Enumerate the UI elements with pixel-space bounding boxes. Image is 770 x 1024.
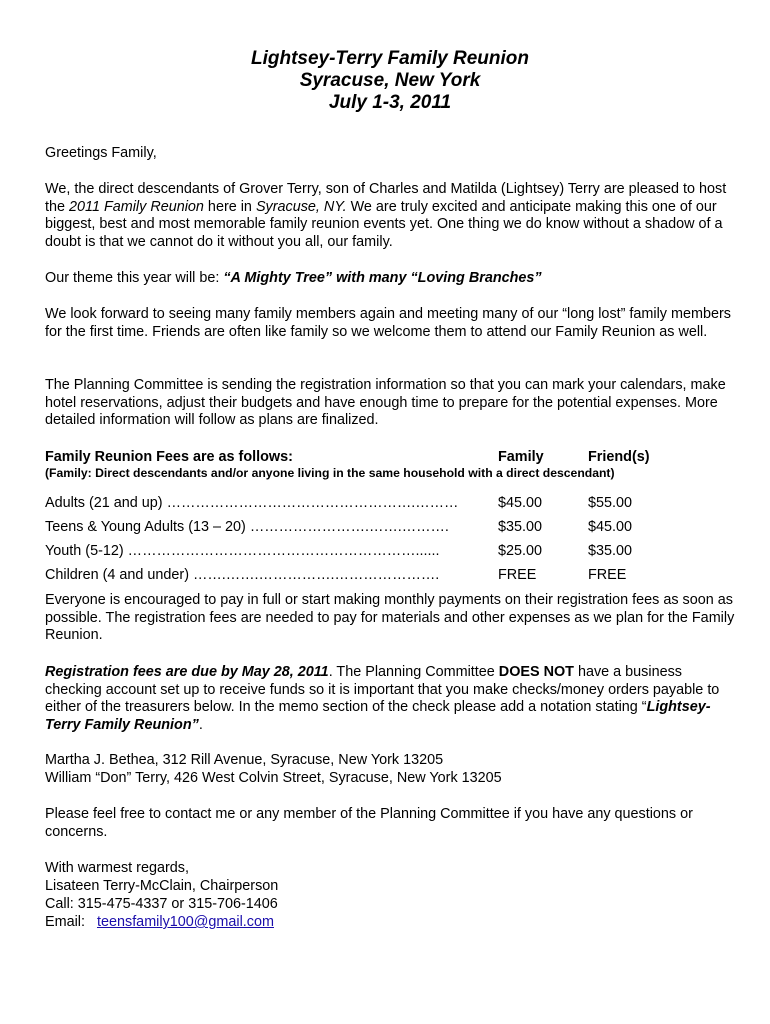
fee-friends: FREE: [588, 567, 627, 583]
signer-email-line: Email: teensfamily100@gmail.com: [45, 914, 274, 930]
fees-note: (Family: Direct descendants and/or anyone living in the same household with a direct descendant): [45, 466, 615, 480]
fee-family: $45.00: [498, 495, 543, 511]
intro-paragraph: We, the direct descendants of Grover Terry, son of Charles and Matilda (Lightsey) Terry are pleased to host the 2011 Family Reunion here in Syracuse, NY. We are truly excited and anticipate making this one of our biggest, best and most memorable family reunion events yet. One thing we do know without a shadow of a doubt is that we cannot do it without you all, our family.: [45, 181, 727, 250]
memo-text: Lightsey-Terry Family Reunion”: [45, 699, 711, 733]
closing: With warmest regards,: [45, 860, 189, 876]
fees-heading-row: [45, 449, 735, 467]
email-link[interactable]: teensfamily100@gmail.com: [96, 914, 274, 930]
treasurer-2: William “Don” Terry, 426 West Colvin Street, Syracuse, New York 13205: [45, 770, 502, 786]
letter-header: [45, 48, 735, 114]
planning-paragraph: The Planning Committee is sending the registration information so that you can mark your calendars, make hotel reservations, adjust their budgets and have enough time to prepare for the potential expenses. More detailed information will follow as plans are finalized.: [45, 377, 726, 429]
fees-heading: Family Reunion Fees are as follows:: [45, 449, 293, 465]
registration-paragraph: Registration fees are due by May 28, 2011. The Planning Committee DOES NOT have a business checking account set up to receive funds so it is important that you make checks/money orders payable to either of the treasurers below. In the memo section of the check please add a notation stating “Lightsey-Terry Family Reunion”.: [45, 664, 720, 733]
column-family: Family: [498, 449, 544, 465]
event-location: Syracuse, NY.: [255, 198, 347, 215]
fee-row-youth: Youth (5-12) ……………………………………………………...... $25.00 $35.00: [45, 543, 633, 559]
payment-paragraph: Everyone is encouraged to pay in full or start making monthly payments on their registration fees as soon as possible. The registration fees are needed to pay for materials and other expenses as we plan for the Family Reunion.: [45, 592, 735, 644]
theme-line: Our theme this year will be: “A Mighty Tree” with many “Loving Branches”: [45, 270, 542, 286]
fee-family: FREE: [498, 567, 537, 583]
event-name: 2011 Family Reunion: [69, 198, 204, 215]
fee-friends: $55.00: [588, 495, 633, 511]
contact-paragraph: Please feel free to contact me or any member of the Planning Committee if you have any questions or concerns.: [45, 806, 693, 840]
fee-friends: $35.00: [588, 543, 633, 559]
treasurer-1: Martha J. Bethea, 312 Rill Avenue, Syracuse, New York 13205: [45, 752, 444, 768]
column-friends: Friend(s): [588, 449, 650, 465]
reunion-title: Lightsey-Terry Family Reunion: [250, 48, 529, 69]
fee-row-teens: Teens & Young Adults (13 – 20) …………………….…….………. $35.00 $45.00: [45, 519, 633, 535]
signer-phone: Call: 315-475-4337 or 315-706-1406: [45, 896, 278, 912]
fee-row-adults: Adults (21 and up) …………………………………………….……… $45.00 $55.00: [45, 495, 633, 511]
fee-family: $35.00: [498, 519, 543, 535]
does-not: DOES NOT: [498, 664, 574, 680]
fee-row-children: Children (4 and under) …….…….…………….…………………. FREE FREE: [45, 567, 627, 583]
reunion-location: Syracuse, New York: [299, 70, 481, 91]
reunion-dates: July 1-3, 2011: [328, 92, 452, 113]
registration-due: Registration fees are due by May 28, 2011: [45, 664, 329, 680]
fee-family: $25.00: [498, 543, 543, 559]
welcome-paragraph: We look forward to seeing many family members again and meeting many of our “long lost” family members for the first time. Friends are often like family so we welcome them to attend our Family Reunion as well.: [45, 306, 731, 340]
fee-friends: $45.00: [588, 519, 633, 535]
theme-text: “A Mighty Tree” with many “Loving Branches”: [223, 270, 542, 286]
signer-name: Lisateen Terry-McClain, Chairperson: [45, 878, 279, 894]
greeting: Greetings Family,: [45, 145, 157, 161]
